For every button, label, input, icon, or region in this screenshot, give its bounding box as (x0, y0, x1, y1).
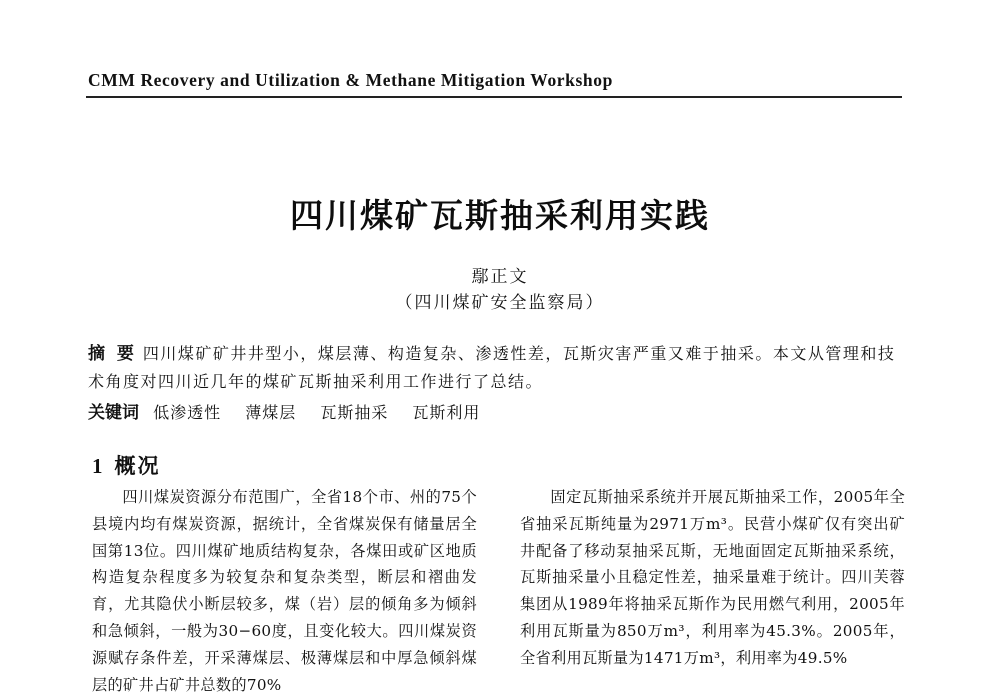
keywords (88, 398, 902, 423)
keyword: 瓦斯利用 (412, 403, 481, 422)
body-column-left: 四川煤炭资源分布范围广，全省18个市、州的75个县境内均有煤炭资源，据统计，全省煤炭保有储量居全国第13位。四川煤矿地质结构复杂，各煤田或矿区地质构造复杂程度多为较复杂和复杂类型，断层和褶曲发育，尤其隐伏小断层较多，煤（岩）层的倾角多为倾斜和急倾斜，一般为30−60度，且变化较大。四川煤炭资源赋存条件差，开采薄煤层、极薄煤层和中厚急倾斜煤层的矿井占矿井总数的70% (92, 488, 477, 694)
abstract-label: 摘 要 (88, 344, 137, 364)
abstract (88, 340, 902, 395)
keyword: 瓦斯抽采 (320, 403, 389, 422)
section-heading (92, 450, 161, 480)
section-title: 概况 (114, 453, 161, 478)
section-number: 1 (92, 454, 105, 478)
body-column-right: 固定瓦斯抽采系统并开展瓦斯抽采工作，2005年全省抽采瓦斯纯量为2971万m³。民营小煤矿仅有突出矿井配备了移动泵抽采瓦斯，无地面固定瓦斯抽采系统，瓦斯抽采量小且稳定性差，抽采量难于统计。四川芙蓉集团从1989年将抽采瓦斯作为民用燃气利用，2005年利用瓦斯量为850万m³，利用率为45.3%。2005年，全省利用瓦斯量为1471万m³，利用率为49.5% (520, 488, 905, 667)
running-header: CMM Recovery and Utilization & Methane Mitigation Workshop (88, 70, 613, 90)
keyword: 低渗透性 (153, 403, 222, 422)
article-title: 四川煤矿瓦斯抽采利用实践 (290, 196, 710, 235)
header-rule (86, 96, 902, 98)
keyword: 薄煤层 (245, 403, 297, 422)
author-name: 鄢正文 (471, 267, 529, 287)
author-affiliation: （四川煤矿安全监察局） (395, 293, 605, 313)
abstract-text: 四川煤矿矿井井型小，煤层薄、构造复杂、渗透性差，瓦斯灾害严重又难于抽采。本文从管理和技术角度对四川近几年的煤矿瓦斯抽采利用工作进行了总结。 (88, 344, 896, 391)
keywords-label: 关键词 (88, 403, 139, 423)
